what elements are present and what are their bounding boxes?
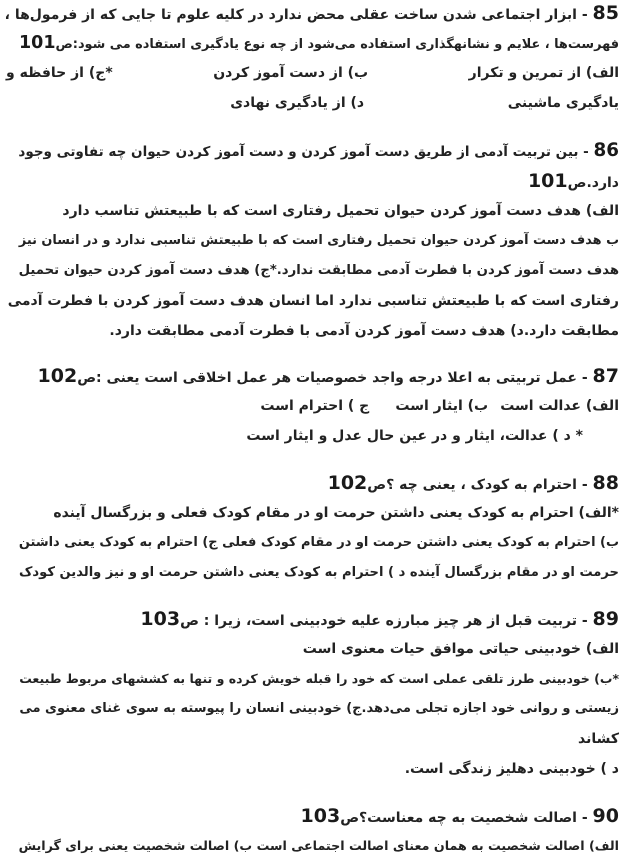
q87-stem [6, 363, 619, 391]
question-number: 85 [592, 2, 619, 24]
question-text: - ابزار اجتماعی شدن ساخت عقلی محض ندارد در کلیه علوم تا جایی که از فرمول‌ها ، [4, 7, 588, 23]
page-reference: 103 [300, 805, 341, 827]
q88-stem [6, 470, 619, 498]
q86-answer-line5: مطابقت دارد.د) هدف دست آموز کردن آدمی با فطرت آدمی مطابقت دارد. [109, 323, 619, 339]
question-text: - بین تربیت آدمی از طریق دست آموز کردن و دست آموز کردن حیوان چه تفاوتی وجود [18, 144, 589, 160]
question-text: فهرست‌ها ، علایم و نشانهگذاری استفاده می‌شود از چه نوع یادگیری استفاده می شود:ص [55, 37, 619, 52]
q88-answer-line2: ب) احترام به کودک یعنی داشتن حرمت او در مقام کودک فعلی ج) احترام به کودک یعنی داشتن [18, 535, 619, 550]
question-number: 89 [592, 608, 619, 630]
q89-stem [6, 606, 619, 634]
option-dal: د) از یادگیری نهادی [230, 95, 365, 111]
option-jim-continued: یادگیری ماشینی [507, 95, 619, 111]
question-number: 90 [592, 805, 619, 827]
option-be: ب) ایثار است [395, 398, 489, 414]
q87-options-row1 [6, 393, 619, 419]
q86-stem-line2 [6, 168, 619, 196]
q89-answer-line1: الف) خودبینی حیاتی موافق حیات معنوی است [302, 641, 619, 657]
q86-answer-line3: هدف دست آموز کردن با فطرت آدمی مطابقت ندارد.*ج) هدف دست آموز کردن حیوان تحمیل [18, 263, 619, 278]
q88-answer-line1: *الف) احترام به کودک یعنی داشتن حرمت او در مقام کودک فعلی و بزرگسال آینده [53, 505, 619, 521]
page-reference: 102 [327, 472, 368, 494]
q86-answer-line1: الف) هدف دست آموز کردن حیوان تحمیل رفتاری است که با طبیعتش تناسب دارد [62, 203, 619, 219]
question-text: - اصالت شخصیت به چه معناست؟ص [340, 810, 588, 826]
q85-stem-line2 [6, 30, 619, 58]
question-text: - تربیت قبل از هر چیز مبارزه علیه خودبینی است، زیرا : ص [180, 613, 588, 629]
q86-answer-line2: ب هدف دست آموز کردن حیوان تحمیل رفتاری است که با طبیعتش تناسبی ندارد و در انسان نیز [18, 233, 619, 248]
question-text: - عمل تربیتی به اعلا درجه واجد خصوصیات هر عمل اخلاقی است یعنی :ص [77, 370, 588, 386]
q89-answer-line2: *ب) خودبینی طرز تلقی عملی است که خود را قبله خویش کرده و تنها به کششهای مربوط طبیعت [19, 671, 619, 686]
page-reference: 101 [527, 170, 568, 192]
option-be: ب) از دست آموز کردن [213, 65, 369, 81]
question-number: 87 [592, 365, 619, 387]
option-alef: الف) عدالت است [500, 398, 619, 414]
question-text: - احترام به کودک ، یعنی چه ؟ص [367, 477, 588, 493]
page-reference: 103 [140, 608, 181, 630]
q88-answer-line3: حرمت او در مقام بزرگسال آینده د ) احترام به کودک یعنی داشتن حرمت او و نیز والدین کودک [19, 565, 619, 580]
question-text: دارد.ص [567, 175, 619, 191]
q85-options-row1 [6, 60, 619, 86]
option-jim: *ج) از حافظه و [6, 65, 113, 81]
q89-answer-line5: د ) خودبینی دهلیز زندگی است. [404, 761, 619, 777]
option-dal: * د ) عدالت، ایثار و در عین حال عدل و ایثار است [246, 428, 583, 444]
q90-answer-line1: الف) اصالت شخصیت به همان معنای اصالت اجتماعی است ب) اصالت شخصیت یعنی برای گرایش [18, 838, 619, 853]
question-number: 88 [592, 472, 619, 494]
option-alef: الف) از تمرین و تکرار [468, 65, 619, 81]
page-reference: 102 [37, 365, 78, 387]
q85-stem-line1 [6, 0, 619, 28]
q89-answer-line4: کشاند [578, 731, 619, 747]
q85-options-row2 [6, 90, 619, 116]
page-reference: 101 [19, 33, 56, 53]
q90-stem [6, 803, 619, 831]
q87-options-row2 [6, 423, 619, 449]
q86-stem-line1 [6, 138, 619, 165]
q86-answer-line4: رفتاری است که با طبیعتش تناسبی ندارد اما انسان هدف دست آموز کردن با فطرت آدمی [7, 293, 619, 309]
q89-answer-line3: زیستی و روانی خود اجازه تجلی می‌دهد.ج) خودبینی انسان را پیوسته به سوی غنای معنوی می [19, 701, 619, 716]
question-number: 86 [593, 140, 619, 161]
option-jim: ج ) احترام است [260, 398, 370, 414]
